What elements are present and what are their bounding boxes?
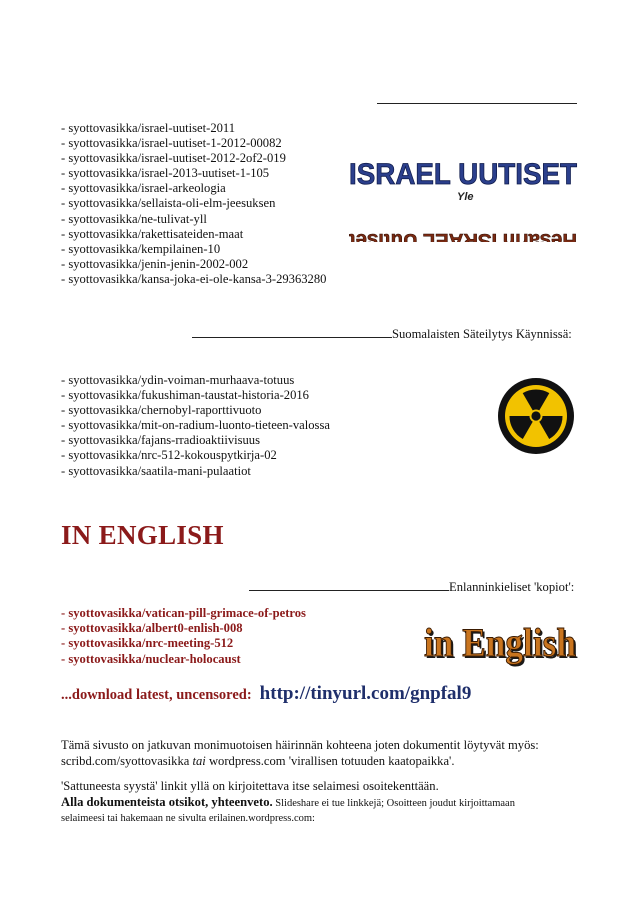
footer-paragraph-1 [61, 738, 581, 769]
english-section-title: IN ENGLISH [61, 520, 224, 550]
list-item[interactable]: - syottovasikka/kansa-joka-ei-ole-kansa-3-29363280 [61, 271, 327, 286]
list-item[interactable]: - syottovasikka/rakettisateiden-maat [61, 226, 244, 241]
footer-paragraph-2 [61, 779, 601, 827]
logo-small-text: Yle [457, 191, 474, 203]
list-item[interactable]: - syottovasikka/nrc-512-kokouspytkirja-02 [61, 448, 277, 463]
footer-line: Tämä sivusto on jatkuvan monimuotoisen häirinnän kohteena joten dokumentit löytyvät myös: [61, 738, 539, 752]
in-english-logo [420, 612, 580, 668]
text-span: scribd.com/syottovasikka [61, 753, 193, 768]
heading-rule [249, 580, 449, 591]
english-link-list [61, 606, 306, 667]
list-item[interactable]: - syottovasikka/fukushiman-taustat-historia-2016 [61, 388, 309, 403]
list-item[interactable]: - syottovasikka/israel-arkeologia [61, 181, 226, 196]
english-heading-row [249, 580, 574, 595]
israel-link-list [61, 121, 326, 287]
list-item[interactable]: - syottovasikka/albert0-enlish-008 [61, 621, 243, 636]
israel-uutiset-logo [345, 150, 580, 242]
radiation-link-list [61, 373, 330, 479]
english-heading: Enlanninkieliset 'kopiot': [449, 580, 575, 594]
list-item[interactable]: - syottovasikka/vatican-pill-grimace-of-petros [61, 606, 306, 620]
text-span: wordpress.com 'virallisen totuuden kaatopaikka'. [205, 753, 455, 768]
text-span: tai [192, 753, 206, 768]
footer-line: selaimeesi tai hakemaan ne sivulta erilainen.wordpress.com: [61, 813, 315, 824]
list-item[interactable]: - syottovasikka/fajans-rradioaktiivisuus [61, 433, 261, 448]
summary-bold: Alla dokumenteista otsikot, yhteenveto. [61, 794, 273, 809]
list-item[interactable]: - syottovasikka/saatila-mani-pulaatiot [61, 463, 251, 478]
list-item[interactable]: - syottovasikka/mit-on-radium-luonto-tieteen-valossa [61, 418, 330, 433]
radiation-heading: Suomalaisten Säteilytys Käynnissä: [392, 327, 572, 341]
list-item[interactable]: - syottovasikka/israel-uutiset-2012-2of2-019 [61, 151, 286, 166]
list-item[interactable]: - syottovasikka/ydin-voiman-murhaava-totuus [61, 373, 295, 387]
radiation-heading-row [192, 327, 572, 342]
list-item[interactable]: - syottovasikka/israel-2013-uutiset-1-105 [61, 166, 270, 181]
israel-uutiset-logo-graphic [345, 150, 580, 242]
download-line [61, 683, 471, 705]
logo-shadow-text: in English [426, 622, 578, 667]
download-link[interactable]: http://tinyurl.com/gnpfal9 [259, 683, 472, 704]
top-divider [377, 103, 577, 104]
download-label: ...download latest, uncensored: [61, 687, 252, 703]
list-item[interactable]: - syottovasikka/nuclear-holocaust [61, 651, 241, 666]
text-span: Slideshare ei tue linkkejä; Osoitteen joudut kirjoittamaan [272, 797, 515, 809]
footer-line: 'Sattuneesta syystä' linkit yllä on kirjoitettava itse selaimesi osoitekenttään. [61, 779, 439, 793]
list-item[interactable]: - syottovasikka/ne-tulivat-yll [61, 211, 207, 226]
list-item[interactable]: - syottovasikka/sellaista-oli-elm-jeesuksen [61, 196, 276, 211]
footer-line [61, 795, 601, 812]
logo-text: in English [424, 620, 576, 665]
logo-mirror-text: Hesarin ISRAEL Uutiset [348, 229, 577, 242]
heading-rule [192, 327, 392, 338]
radiation-icon [496, 376, 576, 456]
list-item[interactable]: - syottovasikka/kempilainen-10 [61, 241, 221, 256]
list-item[interactable]: - syottovasikka/jenin-jenin-2002-002 [61, 256, 249, 271]
list-item[interactable]: - syottovasikka/israel-uutiset-1-2012-00082 [61, 136, 282, 151]
list-item[interactable]: - syottovasikka/nrc-meeting-512 [61, 636, 234, 651]
logo-title: ISRAEL UUTISET [349, 158, 577, 191]
list-item[interactable]: - syottovasikka/israel-uutiset-2011 [61, 121, 236, 135]
list-item[interactable]: - syottovasikka/chernobyl-raporttivuoto [61, 403, 262, 418]
footer-line [61, 754, 581, 770]
